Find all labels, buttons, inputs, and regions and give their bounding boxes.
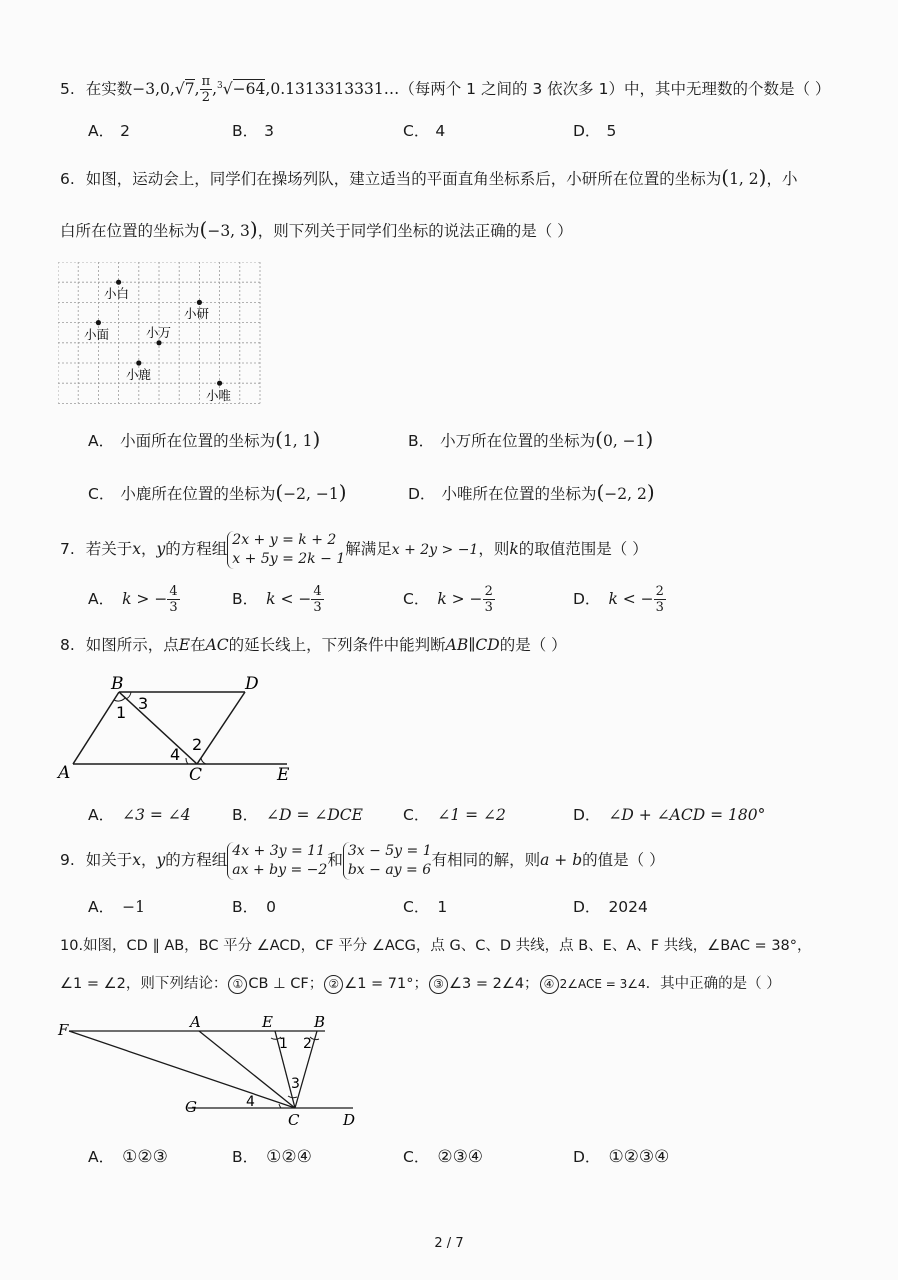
- circled-3: ③: [429, 975, 448, 994]
- q7-option-b[interactable]: B． k < − $\frac{4}{3}$: [232, 584, 322, 615]
- angle-1-label: 1: [279, 1036, 288, 1052]
- label-xiaowan: 小万: [146, 325, 172, 340]
- point-e-label: E: [262, 1013, 273, 1031]
- label-xiaomian: 小面: [84, 327, 110, 342]
- angle-2-label: 2: [303, 1036, 312, 1052]
- question-number: 7.: [60, 540, 75, 558]
- q7-equation-system: 2x + y = k + 2 x + 5y = 2k − 1: [227, 531, 345, 569]
- label-xiaolu: 小鹿: [126, 367, 152, 382]
- angle-1-label: 1: [116, 703, 127, 722]
- circled-2: ②: [324, 975, 343, 994]
- label-xiaobai: 小白: [104, 286, 130, 301]
- angle-4-label: 4: [170, 745, 181, 764]
- q9-option-c[interactable]: C． 1: [403, 898, 448, 916]
- q7-option-d[interactable]: D． k < − $\frac{2}{3}$: [573, 584, 664, 615]
- q10-option-b[interactable]: B． ①②④: [232, 1147, 312, 1167]
- q5-sqrt-7: 7: [184, 80, 195, 98]
- q10-option-a[interactable]: A． ①②③: [88, 1147, 168, 1167]
- question-5-stem: 5. 在实数−3,0,√7, $\frac{\pi}{2}$ ,$^3$√−64,0.1313313331…（每两个 1 之间的 3 依次多 1）中，其中无理数的个数是（ ）: [60, 74, 831, 105]
- q5-decimal: 0.1313313331…: [270, 80, 400, 98]
- parallelogram-figure: [55, 670, 300, 786]
- q7-option-c[interactable]: C． k > − $\frac{2}{3}$: [403, 584, 493, 615]
- question-number: 10.: [60, 938, 84, 954]
- question-10-stem-line2: ∠1 = ∠2，则下列结论： ① CB ⊥ CF； ② ∠1 = 71°； ③ ∠3 = 2∠4； ④ 2∠ACE = 3∠4．其中正确的是（ ）: [60, 976, 781, 992]
- point-xiaolu: [136, 360, 141, 365]
- point-d-label: D: [245, 674, 259, 694]
- point-g-label: G: [185, 1098, 197, 1116]
- q5-option-a[interactable]: A． 2: [88, 122, 130, 140]
- point-f-label: F: [58, 1021, 69, 1039]
- angle-4-label: 4: [246, 1094, 255, 1110]
- q9-option-a[interactable]: A． −1: [88, 898, 145, 916]
- q9-option-b[interactable]: B． 0: [232, 898, 277, 916]
- label-xiaoyan: 小研: [184, 306, 210, 321]
- angle-3-label: 3: [291, 1076, 300, 1092]
- point-xiaowan: [156, 340, 161, 345]
- point-xiaobai: [116, 280, 121, 285]
- label-xiaowei: 小唯: [206, 388, 232, 403]
- page-number: 2 / 7: [434, 1236, 464, 1251]
- q8-option-c[interactable]: C． ∠1 = ∠2: [403, 806, 506, 824]
- q5-number-neg3: −3: [132, 80, 156, 98]
- q10-option-d[interactable]: D． ①②③④: [573, 1147, 670, 1167]
- q5-note: （每两个 1 之间的 3 依次多 1）中，其中无理数的个数是（ ）: [399, 80, 831, 98]
- q10-option-c[interactable]: C． ②③④: [403, 1147, 484, 1167]
- question-10-stem-line1: 10.如图，CD ∥ AB，BC 平分 ∠ACD，CF 平分 ∠ACG，点 G、C、D 共线，点 B、E、A、F 共线，∠BAC = 38°，: [60, 938, 812, 954]
- question-8-stem: 8. 如图所示，点E在AC的延长线上，下列条件中能判断AB∥CD的是（ ）: [60, 636, 567, 654]
- q5-number-zero: 0: [160, 80, 170, 98]
- angle-2-label: 2: [192, 735, 203, 754]
- point-xiaoyan: [197, 300, 202, 305]
- q8-option-a[interactable]: A． ∠3 = ∠4: [88, 806, 191, 824]
- angle-3-label: 3: [138, 694, 149, 713]
- point-b-label: B: [314, 1013, 326, 1031]
- q9-equation-system-1: 4x + 3y = 11 ax + by = −2: [227, 842, 327, 880]
- q8-target-relation: AB∥CD: [445, 636, 500, 654]
- question-number: 8.: [60, 636, 75, 654]
- point-d-label: D: [343, 1111, 356, 1129]
- q6-option-c[interactable]: C． 小鹿所在位置的坐标为(−2, −1): [88, 480, 347, 504]
- q5-prefix: 在实数: [85, 80, 133, 98]
- coord-xiaoyan: 1, 2: [729, 170, 759, 188]
- q5-option-d[interactable]: D． 5: [573, 122, 617, 140]
- circled-4: ④: [540, 975, 559, 994]
- coord-xiaobai: −3, 3: [207, 222, 250, 240]
- q9-equation-system-2: 3x − 5y = 1 bx − ay = 6: [343, 842, 432, 880]
- angle-bisector-figure: [55, 1012, 365, 1130]
- question-number: 6.: [60, 170, 75, 188]
- q8-option-b[interactable]: B． ∠D = ∠DCE: [232, 806, 363, 824]
- question-7-stem: 7. 若关于x，y的方程组 2x + y = k + 2 x + 5y = 2k − 1 解满足x + 2y > −1，则k的取值范围是（ ）: [60, 531, 648, 567]
- q6-option-d[interactable]: D． 小唯所在位置的坐标为(−2, 2): [408, 480, 655, 504]
- question-number: 5.: [60, 80, 75, 98]
- question-6-stem-line1: 6. 如图，运动会上，同学们在操场列队，建立适当的平面直角坐标系后，小研所在位置的坐标为(1, 2)，小: [60, 165, 798, 189]
- q7-condition: x + 2y > −1: [391, 542, 479, 558]
- q8-option-d[interactable]: D． ∠D + ∠ACD = 180°: [573, 806, 766, 824]
- q6-option-a[interactable]: A． 小面所在位置的坐标为(1, 1): [88, 427, 321, 451]
- point-c-label: C: [288, 1111, 300, 1129]
- question-9-stem: 9. 如关于x，y的方程组 4x + 3y = 11 ax + by = −2 和 3x − 5y = 1 bx − ay = 6 有相同的解，则a + b的值是（ ）: [60, 842, 665, 878]
- q6-option-b[interactable]: B． 小万所在位置的坐标为(0, −1): [408, 427, 654, 451]
- point-c-label: C: [189, 765, 203, 785]
- q5-option-c[interactable]: C． 4: [403, 122, 446, 140]
- q5-option-b[interactable]: B． 3: [232, 122, 275, 140]
- seating-grid-figure: [58, 262, 263, 407]
- q5-cbrt-value: −64: [232, 80, 266, 98]
- question-6-stem-line2: 白所在位置的坐标为(−3, 3)，则下列关于同学们坐标的说法正确的是（ ）: [60, 217, 573, 241]
- q7-option-a[interactable]: A． k > − $\frac{4}{3}$: [88, 584, 178, 615]
- q9-option-d[interactable]: D． 2024: [573, 898, 648, 916]
- point-b-label: B: [111, 674, 124, 694]
- circled-1: ①: [228, 975, 247, 994]
- point-xiaowei: [217, 381, 222, 386]
- q5-pi-over-2: $\frac{\pi}{2}$: [201, 74, 211, 105]
- point-xiaomian: [96, 320, 101, 325]
- question-number: 9.: [60, 851, 75, 869]
- point-a-label: A: [190, 1013, 201, 1031]
- point-e-label: E: [277, 765, 290, 785]
- point-a-label: A: [58, 763, 71, 783]
